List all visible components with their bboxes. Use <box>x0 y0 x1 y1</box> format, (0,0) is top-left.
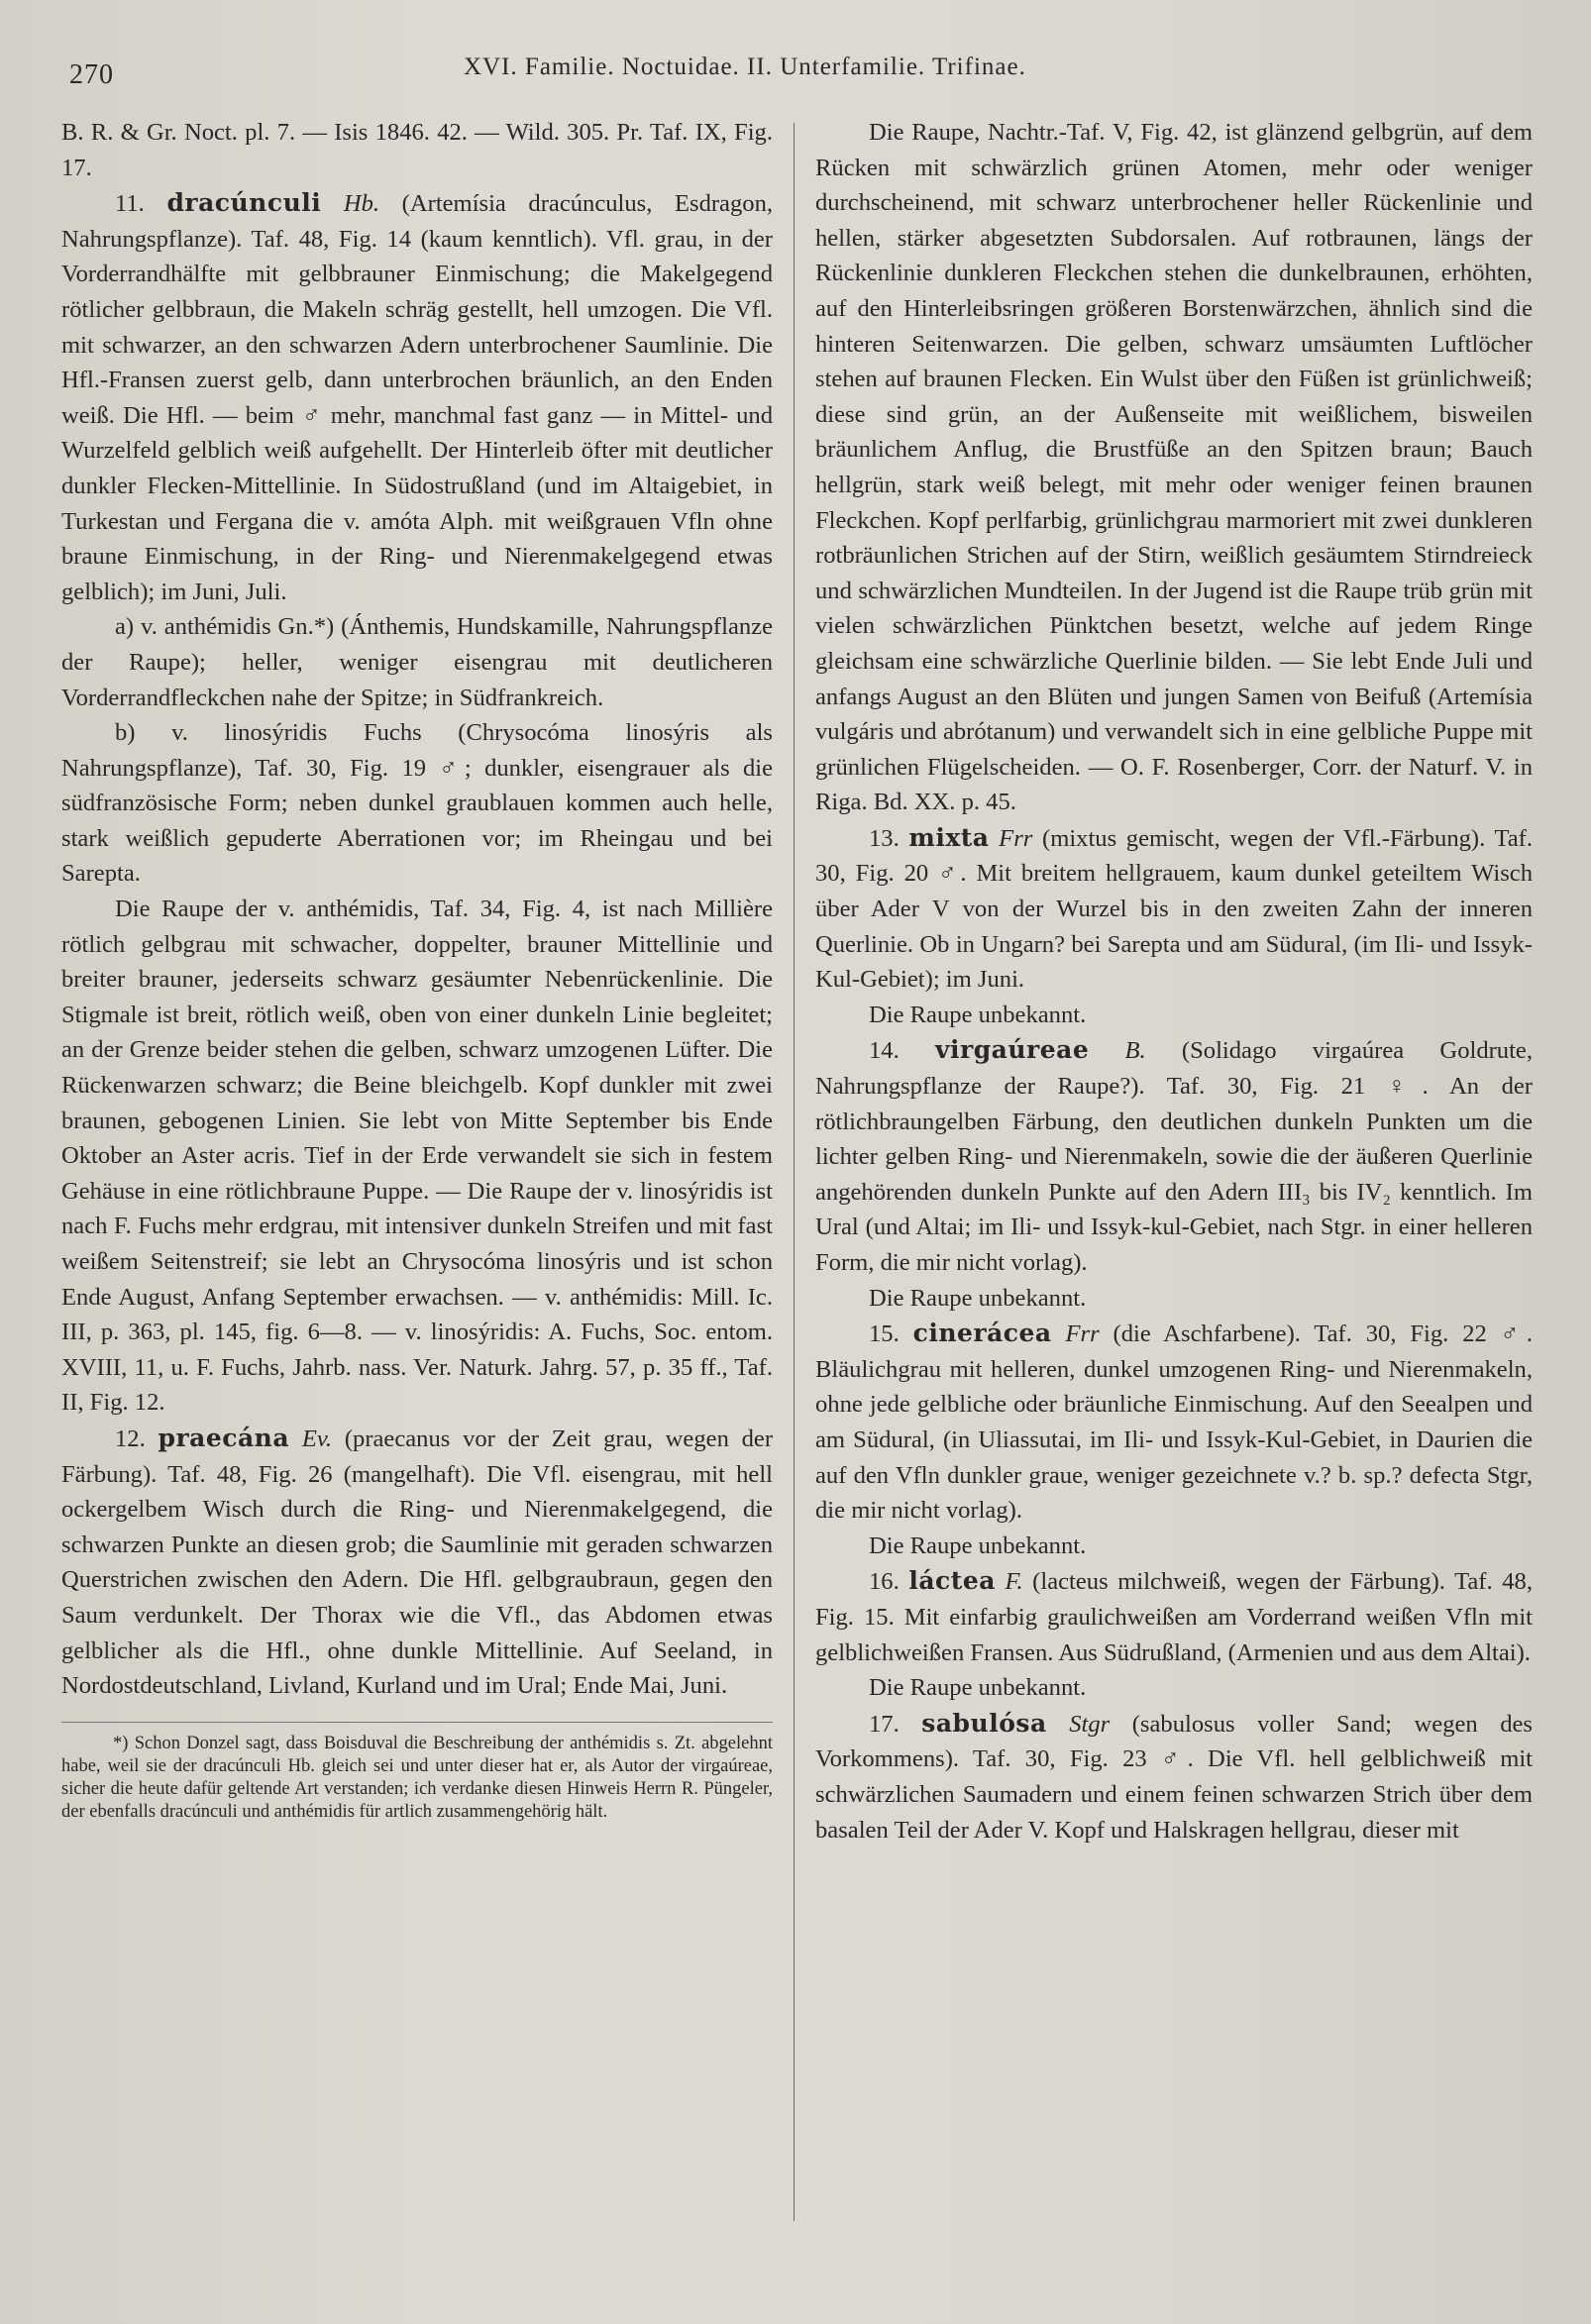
species-author: B. <box>1124 1037 1146 1065</box>
footnote <box>61 1722 773 1824</box>
species-description: (lacteus milchweiß, wegen der Färbung). Taf. 48, Fig. 15. Mit einfarbig graulichweißen am Vorderrand weißen Vfln mit gelblichweißen Fransen. Aus Südrußland, (Armenien und aus dem Altai). <box>815 1568 1533 1666</box>
raupe-unknown: Die Raupe unbekannt. <box>869 1284 1087 1312</box>
running-head: XVI. Familie. Noctuidae. II. Unterfamilie. Trifinae. <box>464 53 1026 80</box>
page-header <box>69 50 1532 89</box>
variety-a: a) v. anthémidis Gn.*) (Ánthemis, Hundskamille, Nahrungspflanze der Raupe); heller, weniger eisengrau mit deutlicheren Vorderrandfleckchen nahe der Spitze; in Südfrankreich. <box>61 613 773 711</box>
species-name: sabulósa <box>921 1708 1047 1738</box>
species-entry-11: 11. dracúnculi Hb. (Artemísia dracúnculus, Esdragon, Nahrungspflanze). Taf. 48, Fig. 14 (kaum kenntlich). Vfl. grau, in der Vorderrandhälfte mit gelbbrauner Einmischung; die Makelgegend rötlicher gelbbraun, die Makeln schräg gestellt, hell umzogen. Die Vfl. mit schwarzer, an den schwarzen Adern unterbrochener Saumlinie. Die Hfl.-Fransen zuerst gelb, dann unterbrochen bräunlich, an den Enden weiß. Die Hfl. — beim ♂ mehr, manchmal fast ganz — in Mittel- und Wurzelfeld gelblich weiß aufgehellt. Der Hinterleib öfter mit deutlicher dunkler Flecken-Mittellinie. In Südostrußland (und im Altaigebiet, in Turkestan und Fergana die v. amóta Alph. mit weißgrauen Vfln ohne braune Einmischung, in der Ring- und Nierenmakelgegend etwas gelblich); im Juni, Juli. <box>61 188 774 605</box>
column-divider <box>794 123 795 2221</box>
species-author: F. <box>1005 1568 1023 1596</box>
species-author: Stgr <box>1069 1710 1111 1738</box>
raupe-unknown: Die Raupe unbekannt. <box>869 1001 1087 1028</box>
page-number: 270 <box>69 59 114 90</box>
footnote-text: *) Schon Donzel sagt, dass Boisduval die Beschreibung der anthémidis s. Zt. abgelehnt habe, weil sie der dracúnculi Hb. gleich sei und unter dieser hat er, als Autor der virgaúreae, sicher die heute dafür geltende Art verstanden; ich verdanke diesen Hinweis Herrn R. Püngeler, der ebenfalls dracúnculi und anthémidis für artlich zusammengehörig hält. <box>61 1733 773 1822</box>
species-description: (mixtus gemischt, wegen der Vfl.-Färbung). Taf. 30, Fig. 20 ♂. Mit breitem hellgrauem, kaum dunkel geteiltem Wisch über Ader V von der Wurzel bis in den zweiten Zahn der inneren Querlinie. Ob in Ungarn? bei Sarepta und am Südural, (im Ili- und Issyk-Kul-Gebiet); im Juni. <box>815 824 1534 994</box>
species-name: láctea <box>908 1566 996 1596</box>
species-entry-12: 12. praecána Ev. (praecanus vor der Zeit grau, wegen der Färbung). Taf. 48, Fig. 26 (mangelhaft). Die Vfl. eisengrau, mit hell ockergelbem Wisch durch die Ring- und Nierenmakelgegend, die schwarzen Punkte an diesen grob; die Saumlinie mit geraden schwarzen Querstrichen zwischen den Adern. Die Hfl. gelbgraubraun, gegen den Saum verdunkelt. Der Thorax wie die Vfl., das Abdomen etwas gelblicher als die Hfl., ohne dunkle Mittellinie. Auf Seeland, in Nordostdeutschland, Livland, Kurland und im Ural; Ende Mai, Juni. <box>61 1423 774 1700</box>
species-entry-16: 16. láctea F. (lacteus milchweiß, wegen der Färbung). Taf. 48, Fig. 15. Mit einfarbig graulichweißen am Vorderrand weißen Vfln mit gelblichweißen Fransen. Aus Südrußland, (Armenien und aus dem Altai). <box>815 1566 1533 1666</box>
species-author: Ev. <box>301 1425 333 1452</box>
species-name: cinerácea <box>912 1319 1052 1348</box>
species-description: (Solidago virgaúrea Goldrute, Nahrungspflanze der Raupe?). Taf. 30, Fig. 21 ♀. An der rötlichbraungelben Färbung, den deutlichen dunkeln Punkten um die lichter gelben Ring- und Nierenmakeln, sowie die der äußeren Querlinie angehörenden dunkeln Punkte auf den Adern III₃ bis IV₂ kenntlich. Im Ural (und Altai; im Ili- und Issyk-kul-Gebiet, nach Stgr. in einer helleren Form, die mir nicht vorlag). <box>815 1037 1533 1276</box>
species-description: (sabulosus voller Sand; wegen des Vorkommens). Taf. 30, Fig. 23 ♂. Die Vfl. hell gelblichweiß mit schwärzlichen Saumadern und einem feinen schwarzen Strich über dem basalen Teil der Ader V. Kopf und Halskragen hellgrau, dieser mit <box>815 1710 1534 1844</box>
left-column <box>61 115 773 1824</box>
species-author: Frr <box>999 824 1033 852</box>
species-author: Hb. <box>343 190 380 218</box>
raupe-description: Die Raupe der v. anthémidis, Taf. 34, Fig. 4, ist nach Millière rötlich gelbgrau mit schwacher, doppelter, brauner Mittellinie und breiter brauner, jederseits schwarz gesäumter Nebenrückenlinie. Die Stigmale ist breit, rötlich weiß, oben von einer dunkeln Linie begleitet; an der Grenze beider stehen die gelben, schwarz umzogenen Lüfter. Die Rückenwarzen schwarz; die Beine bleichgelb. Kopf dunkler mit zwei braunen, gebogenen Linien. Sie lebt von Mitte September bis Ende Oktober an Aster acris. Tief in der Erde verwandelt sie sich in festem Gehäuse in eine rötlichbraune Puppe. — Die Raupe der v. linosýridis ist nach F. Fuchs mehr erdgrau, mit intensiver dunkeln Streifen und mit fast weißem Seitenstreif; sie lebt an Chrysocóma linosýris und ist schon Ende August, Anfang September erwachsen. — v. anthémidis: Mill. Ic. III, p. 363, pl. 145, fig. 6—8. — v. linosýridis: A. Fuchs, Soc. entom. XVIII, 11, u. F. Fuchs, Jahrb. nass. Ver. Naturk. Jahrg. 57, p. 35 ff., Taf. II, Fig. 12. <box>61 896 773 1417</box>
species-name: virgaúreae <box>935 1035 1090 1065</box>
species-description: (die Aschfarbene). Taf. 30, Fig. 22 ♂. Bläulichgrau mit helleren, dunkel umzogenen Ring- und Nierenmakeln, ohne jede gelbliche oder bräunliche Einmischung. Auf den Seealpen und am Südural, (in Uliassutai, im Ili- und Issyk-Kul-Gebiet, in Daurien die auf den Vfln dunkler graue, weniger gezeichnete v.? b. sp.? defecta Stgr, die mir nicht vorlag). <box>815 1320 1533 1525</box>
raupe-description: Die Raupe, Nachtr.-Taf. V, Fig. 42, ist glänzend gelbgrün, auf dem Rücken mit schwärzlich grünen Atomen, mehr oder weniger durchscheinend, mit schwarz unterbrochener heller Rückenlinie und hellen, stärker abgesetzten Subdorsalen. Auf rotbraunen, längs der Rückenlinie dunkleren Fleckchen stehen die dunkelbraunen, erhöhten, auf den Hinterleibsringen größeren Borstenwärzchen, ähnlich sind die hinteren Seitenwarzen. Die gelben, schwarz umsäumten Luftlöcher stehen auf braunen Flecken. Ein Wulst über den Füßen ist grünlichweiß; diese sind grün, an der Außenseite mit weißlichem, bisweilen bräunlichem Anflug, die Brustfüße an den Spitzen braun; Bauch hellgrün, stark weiß belegt, mit mehr oder weniger feinen braunen Fleckchen. Kopf perlfarbig, grünlichgrau marmoriert mit zwei dunkleren rotbräunlichen Strichen auf der Stirn, weißlich gesäumtem Stirndreieck und schwärzlichen Mundteilen. In der Jugend ist die Raupe trüb grün mit vielen schwärzlichen Pünktchen besetzt, welche auf jedem Ringe gleichsam eine schwärzliche Querlinie bilden. — Sie lebt Ende Juli und anfangs August an den Blüten und jungen Samen von Beifuß (Artemísia vulgáris und abrótanum) und verwandelt sich in eine gelbliche Puppe mit grünlichen Flügelscheiden. — O. F. Rosenberger, Corr. der Naturf. V. in Riga. Bd. XX. p. 45. <box>815 119 1533 816</box>
raupe-unknown: Die Raupe unbekannt. <box>869 1674 1087 1702</box>
reference-line: B. R. & Gr. Noct. pl. 7. — Isis 1846. 42. — Wild. 305. Pr. Taf. IX, Fig. 17. <box>61 119 773 181</box>
species-name: mixta <box>908 822 990 852</box>
species-description: (praecanus vor der Zeit grau, wegen der Färbung). Taf. 48, Fig. 26 (mangelhaft). Die Vfl. eisengrau, mit hell ockergelbem Wisch durch die Ring- und Nierenmakelgegend, die schwarzen Punkte an diesen grob; die Saumlinie mit geraden schwarzen Querstrichen zwischen den Adern. Die Hfl. gelbgraubraun, gegen den Saum verdunkelt. Der Thorax wie die Vfl., das Abdomen etwas gelblicher als die Hfl., ohne dunkle Mittellinie. Auf Seeland, in Nordostdeutschland, Livland, Kurland und im Ural; Ende Mai, Juni. <box>61 1425 774 1700</box>
species-entry-13: 13. mixta Frr (mixtus gemischt, wegen der Vfl.-Färbung). Taf. 30, Fig. 20 ♂. Mit breitem hellgrauem, kaum dunkel geteiltem Wisch über Ader V von der Wurzel bis in den zweiten Zahn der inneren Querlinie. Ob in Ungarn? bei Sarepta und am Südural, (im Ili- und Issyk-Kul-Gebiet); im Juni. <box>815 822 1534 994</box>
species-entry-15: 15. cinerácea Frr (die Aschfarbene). Taf. 30, Fig. 22 ♂. Bläulichgrau mit helleren, dunkel umzogenen Ring- und Nierenmakeln, ohne jede gelbliche oder bräunliche Einmischung. Auf den Seealpen und am Südural, (in Uliassutai, im Ili- und Issyk-Kul-Gebiet, in Daurien die auf den Vfln dunkler graue, weniger gezeichnete v.? b. sp.? defecta Stgr, die mir nicht vorlag). <box>815 1319 1533 1525</box>
variety-b: b) v. linosýridis Fuchs (Chrysocóma linosýris als Nahrungspflanze), Taf. 30, Fig. 19 ♂; dunkler, eisengrauer als die südfranzösische Form; neben dunkel graublauen kommen auch helle, stark weißlich gepuderte Aberrationen vor; im Rheingau und bei Sarepta. <box>61 719 773 888</box>
species-description: (Artemísia dracúnculus, Esdragon, Nahrungspflanze). Taf. 48, Fig. 14 (kaum kenntlich). Vfl. grau, in der Vorderrandhälfte mit gelbbrauner Einmischung; die Makelgegend rötlicher gelbbraun, die Makeln schräg gestellt, hell umzogen. Die Vfl. mit schwarzer, an den schwarzen Adern unterbrochener Saumlinie. Die Hfl.-Fransen zuerst gelb, dann unterbrochen bräunlich, an den Enden weiß. Die Hfl. — beim ♂ mehr, manchmal fast ganz — in Mittel- und Wurzelfeld gelblich weiß aufgehellt. Der Hinterleib öfter mit deutlicher dunkler Flecken-Mittellinie. In Südostrußland (und im Altaigebiet, in Turkestan und Fergana die v. amóta Alph. mit weißgrauen Vfln ohne braune Einmischung, in der Ring- und Nierenmakelgegend etwas gelblich); im Juni, Juli. <box>61 190 774 605</box>
right-column <box>815 115 1533 1848</box>
raupe-unknown: Die Raupe unbekannt. <box>869 1532 1087 1559</box>
species-entry-14: 14. virgaúreae B. (Solidago virgaúrea Goldrute, Nahrungspflanze der Raupe?). Taf. 30, Fig. 21 ♀. An der rötlichbraungelben Färbung, den deutlichen dunkeln Punkten um die lichter gelben Ring- und Nierenmakeln, sowie die der äußeren Querlinie angehörenden dunkeln Punkte auf den Adern III₃ bis IV₂ kenntlich. Im Ural (und Altai; im Ili- und Issyk-kul-Gebiet, nach Stgr. in einer helleren Form, die mir nicht vorlag). <box>815 1035 1533 1276</box>
species-entry-17: 17. sabulósa Stgr (sabulosus voller Sand; wegen des Vorkommens). Taf. 30, Fig. 23 ♂. Die Vfl. hell gelblichweiß mit schwärzlichen Saumadern und einem feinen schwarzen Strich über dem basalen Teil der Ader V. Kopf und Halskragen hellgrau, dieser mit <box>815 1708 1534 1844</box>
species-name: dracúnculi <box>166 188 322 218</box>
species-author: Frr <box>1065 1320 1100 1348</box>
species-name: praecána <box>158 1423 290 1452</box>
